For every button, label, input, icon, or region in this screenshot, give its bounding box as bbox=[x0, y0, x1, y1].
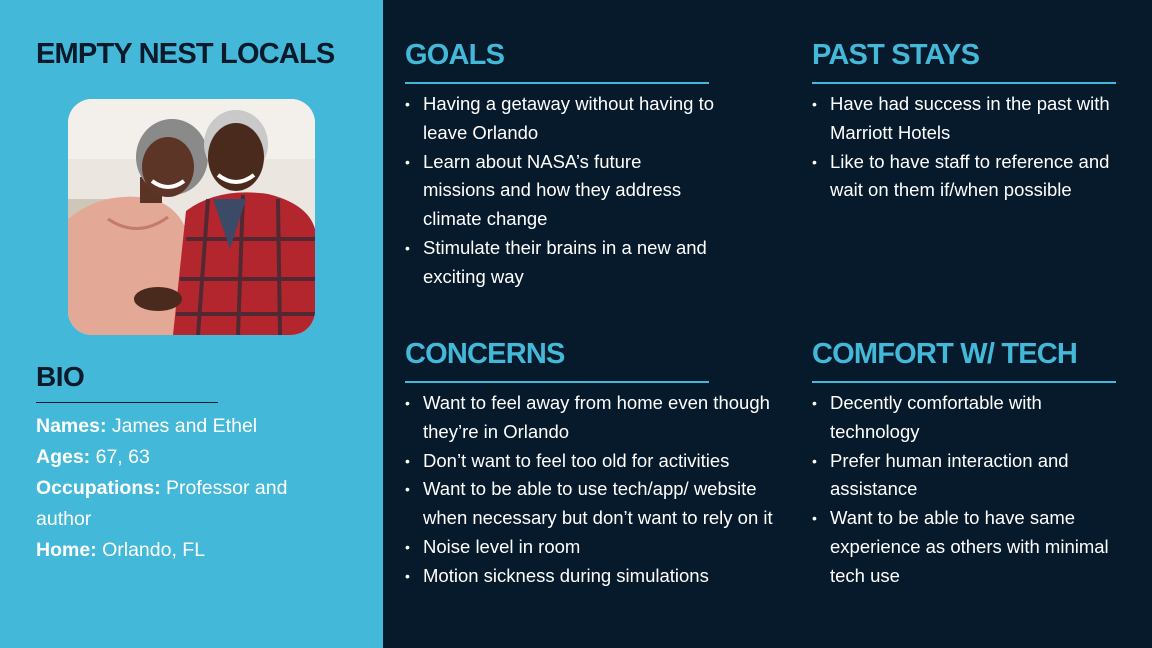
concerns-item-text: Want to feel away from home even though they’re in Orlando bbox=[423, 392, 770, 442]
concerns-item-text: Motion sickness during simulations bbox=[423, 564, 709, 586]
list-item bbox=[405, 475, 775, 533]
bullet-icon: • bbox=[812, 452, 817, 469]
comfort-tech-item-text: Decently comfortable with technology bbox=[830, 392, 1042, 442]
concerns-heading: CONCERNS bbox=[405, 338, 565, 370]
goals-section bbox=[405, 38, 715, 292]
bullet-icon: • bbox=[812, 395, 817, 411]
bio-home-label: Home: bbox=[36, 539, 97, 561]
bio-home-value: Orlando, FL bbox=[96, 539, 206, 561]
bullet-icon: • bbox=[405, 452, 410, 469]
list-item bbox=[812, 90, 1122, 148]
bio-occupations-value: Professor and author bbox=[36, 477, 288, 530]
comfort-tech-section bbox=[812, 337, 1122, 591]
bio-home bbox=[36, 535, 336, 566]
list-item bbox=[405, 389, 775, 447]
bio-occupations-label: Occupations: bbox=[36, 477, 161, 499]
goals-divider bbox=[405, 82, 709, 84]
goals-item-text: Having a getaway without having to leave Orlando bbox=[423, 93, 715, 143]
concerns-item-text: Want to be able to use tech/app/ website when necessary but don’t want to rely on it bbox=[423, 478, 773, 529]
past-stays-item-text: Like to have staff to reference and wait on them if/when possible bbox=[830, 150, 1110, 201]
past-stays-item-text: Have had success in the past with Marriott Hotels bbox=[830, 93, 1110, 143]
list-item bbox=[405, 533, 775, 562]
bio-divider bbox=[36, 402, 218, 403]
concerns-list bbox=[405, 389, 775, 591]
goals-item-text: Learn about NASA’s future missions and how they address climate change bbox=[423, 150, 682, 230]
bullet-icon: • bbox=[812, 510, 817, 527]
persona-title: EMPTY NEST LOCALS bbox=[36, 38, 335, 70]
comfort-tech-item-text: Prefer human interaction and assistance bbox=[830, 449, 1069, 500]
comfort-tech-divider bbox=[812, 381, 1116, 383]
bullet-icon: • bbox=[405, 239, 410, 256]
past-stays-list bbox=[812, 90, 1122, 205]
bullet-icon: • bbox=[405, 153, 410, 170]
concerns-divider bbox=[405, 381, 709, 383]
couple-photo bbox=[68, 99, 315, 335]
bio-names-value: James and Ethel bbox=[106, 415, 258, 437]
goals-list bbox=[405, 90, 715, 292]
bio-ages bbox=[36, 442, 336, 473]
bullet-icon: • bbox=[405, 96, 410, 112]
bio-ages-label: Ages: bbox=[36, 446, 91, 468]
past-stays-section bbox=[812, 38, 1122, 205]
concerns-item-text: Noise level in room bbox=[423, 535, 581, 557]
list-item bbox=[812, 447, 1122, 505]
bullet-icon: • bbox=[405, 395, 410, 411]
bullet-icon: • bbox=[812, 153, 817, 170]
past-stays-divider bbox=[812, 82, 1116, 84]
bio-occupations bbox=[36, 473, 336, 535]
bullet-icon: • bbox=[812, 96, 817, 112]
concerns-item-text: Don’t want to feel too old for activities bbox=[423, 449, 730, 471]
persona-panel bbox=[0, 0, 383, 648]
comfort-tech-list bbox=[812, 389, 1122, 591]
goals-item-text: Stimulate their brains in a new and exciting way bbox=[423, 236, 707, 287]
bio-names-label: Names: bbox=[36, 415, 107, 437]
concerns-section bbox=[405, 337, 775, 591]
list-item bbox=[812, 148, 1122, 206]
past-stays-heading: PAST STAYS bbox=[812, 39, 980, 71]
bio-ages-value: 67, 63 bbox=[90, 446, 150, 468]
bio-details bbox=[36, 411, 336, 566]
list-item bbox=[812, 504, 1122, 590]
list-item bbox=[405, 562, 775, 591]
comfort-tech-heading: COMFORT W/ TECH bbox=[812, 338, 1078, 370]
bio-title: BIO bbox=[36, 361, 85, 392]
list-item bbox=[405, 447, 775, 476]
bio-names bbox=[36, 411, 336, 442]
bullet-icon: • bbox=[405, 567, 410, 584]
list-item bbox=[405, 90, 715, 148]
bullet-icon: • bbox=[405, 481, 410, 498]
goals-heading: GOALS bbox=[405, 39, 505, 71]
list-item bbox=[405, 234, 715, 292]
comfort-tech-item-text: Want to be able to have same experience as others with minimal tech use bbox=[830, 507, 1109, 586]
list-item bbox=[812, 389, 1122, 447]
bullet-icon: • bbox=[405, 538, 410, 555]
list-item bbox=[405, 148, 715, 234]
